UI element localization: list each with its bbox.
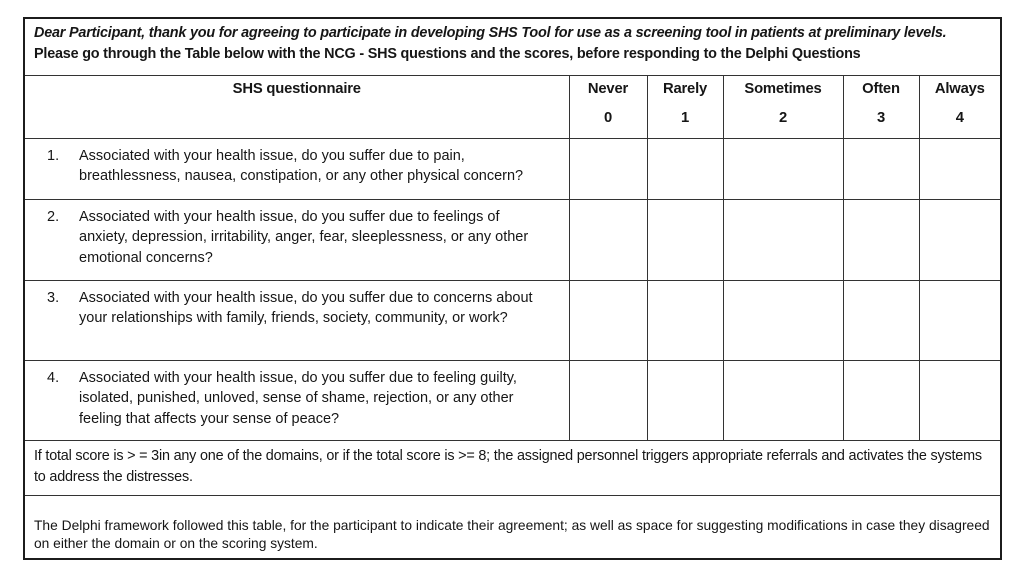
intro-cell xyxy=(24,18,1001,75)
answer-cell xyxy=(647,360,723,440)
option-score-rarely: 1 xyxy=(680,109,690,126)
question-text: Associated with your health issue, do you suffer due to concerns about your relationships with family, friends, society, community, or work? xyxy=(79,289,533,326)
option-score-never: 0 xyxy=(603,109,613,126)
question-number: 4. xyxy=(47,369,60,386)
question-text: Associated with your health issue, do you suffer due to pain, breathlessness, nausea, constipation, or any other physical concern? xyxy=(79,147,524,184)
intro-italic-sentence: Dear Participant, thank you for agreeing to participate in developing SHS Tool for use as a screening tool in patients at preliminary levels. xyxy=(34,25,947,41)
option-label-sometimes: Sometimes xyxy=(744,80,822,97)
question-number: 1. xyxy=(47,147,60,164)
answer-cell xyxy=(843,280,919,360)
table-header-row xyxy=(24,75,1001,138)
answer-cell xyxy=(919,360,1001,440)
header-option-never xyxy=(569,75,647,138)
question-number: 3. xyxy=(47,289,60,306)
header-option-rarely xyxy=(647,75,723,138)
answer-cell xyxy=(843,138,919,199)
answer-cell xyxy=(647,280,723,360)
header-option-always xyxy=(919,75,1001,138)
option-score-always: 4 xyxy=(955,109,964,126)
option-label-always: Always xyxy=(934,80,985,97)
shs-questionnaire-table xyxy=(23,17,1002,560)
question-row-2 xyxy=(24,199,1001,280)
option-score-often: 3 xyxy=(876,109,886,126)
answer-cell xyxy=(723,138,843,199)
option-label-often: Often xyxy=(862,80,900,97)
answer-cell xyxy=(647,199,723,280)
question-cell-2 xyxy=(24,199,569,280)
intro-row xyxy=(24,18,1001,75)
answer-cell xyxy=(647,138,723,199)
answer-cell xyxy=(569,360,647,440)
scoring-note: If total score is > = 3in any one of the domains, or if the total score is >= 8; the assigned personnel triggers appropriate referrals and activates the systems to address the distresses. xyxy=(24,440,1001,495)
delphi-note: The Delphi framework followed this table, for the participant to indicate their agreement; as well as space for suggesting modifications in case they disagreed on either the domain or on the scoring system. xyxy=(24,495,1001,559)
scoring-note-row xyxy=(24,440,1001,495)
question-cell-1 xyxy=(24,138,569,199)
answer-cell xyxy=(843,199,919,280)
option-score-sometimes: 2 xyxy=(778,109,788,126)
question-row-1 xyxy=(24,138,1001,199)
answer-cell xyxy=(723,199,843,280)
answer-cell xyxy=(919,138,1001,199)
question-number: 2. xyxy=(47,208,60,225)
answer-cell xyxy=(919,280,1001,360)
question-text: Associated with your health issue, do you suffer due to feelings of anxiety, depression, irritability, anger, fear, sleeplessness, or any other emotional concerns? xyxy=(79,208,529,266)
answer-cell xyxy=(919,199,1001,280)
question-text: Associated with your health issue, do you suffer due to feeling guilty, isolated, punished, unloved, sense of shame, rejection, or any other feeling that affects your sense of peace? xyxy=(79,369,517,427)
header-shs-questionnaire: SHS questionnaire xyxy=(24,75,569,138)
question-cell-3 xyxy=(24,280,569,360)
header-option-often xyxy=(843,75,919,138)
option-label-never: Never xyxy=(587,80,629,97)
answer-cell xyxy=(843,360,919,440)
answer-cell xyxy=(569,280,647,360)
answer-cell xyxy=(723,280,843,360)
answer-cell xyxy=(723,360,843,440)
answer-cell xyxy=(569,138,647,199)
answer-cell xyxy=(569,199,647,280)
delphi-note-row xyxy=(24,495,1001,559)
question-cell-4 xyxy=(24,360,569,440)
intro-instruction-sentence: Please go through the Table below with the NCG - SHS questions and the scores, before responding to the Delphi Questions xyxy=(34,46,861,62)
question-row-4 xyxy=(24,360,1001,440)
option-label-rarely: Rarely xyxy=(662,80,708,97)
header-option-sometimes xyxy=(723,75,843,138)
question-row-3 xyxy=(24,280,1001,360)
